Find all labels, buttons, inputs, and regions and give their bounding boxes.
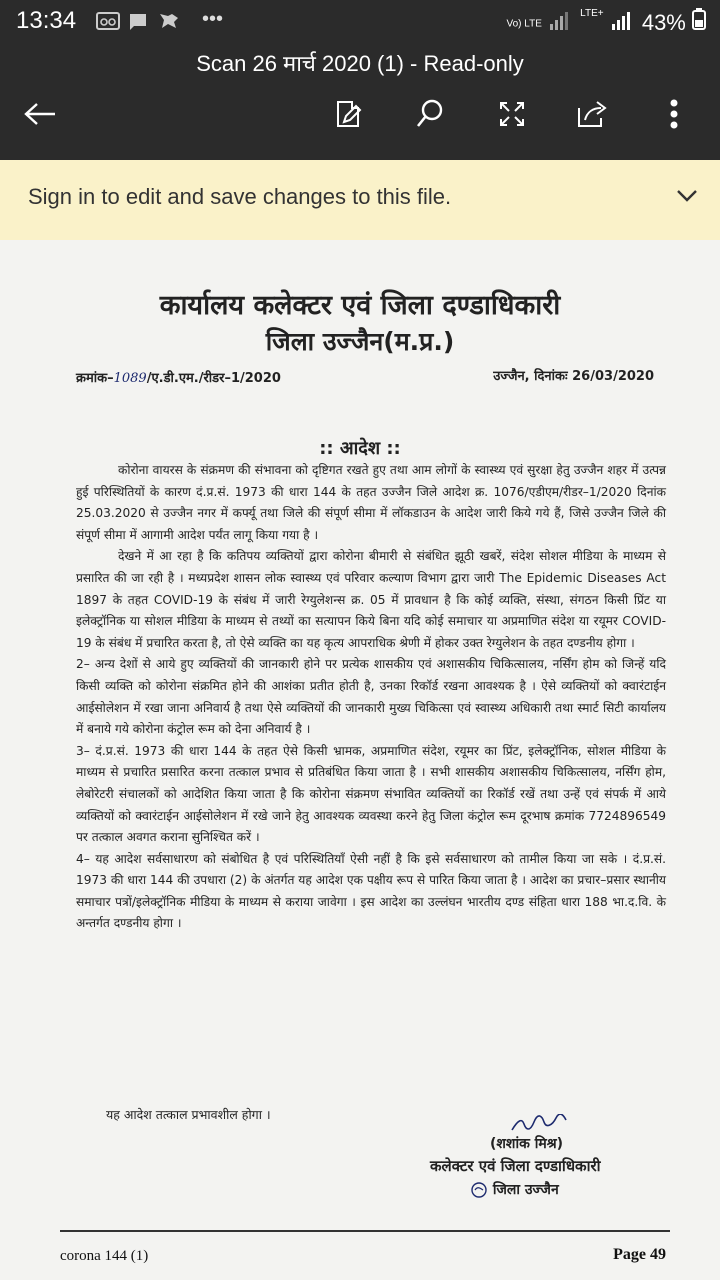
app-toolbar	[0, 44, 720, 160]
signatory-place	[470, 1180, 559, 1199]
signal-icon	[548, 10, 574, 30]
fullscreen-button[interactable]	[492, 94, 532, 134]
ref-label: क्रमांक–	[76, 371, 114, 386]
order-date: उज्जैन, दिनांकः 26/03/2020	[493, 369, 654, 384]
network-label-2: LTE+	[580, 8, 604, 19]
signature-mark	[510, 1114, 570, 1136]
app-notification-icon	[158, 12, 180, 37]
signal-icon-2	[610, 10, 636, 30]
chevron-down-icon[interactable]	[676, 188, 698, 207]
order-title: :: आदेश ::	[319, 438, 401, 459]
search-icon	[414, 98, 446, 130]
more-notifications-icon: •••	[202, 8, 224, 30]
paragraph-5: 4– यह आदेश सर्वसाधारण को संबोधित है एवं परिस्थितियाँ ऐसी नहीं है कि इसे सर्वसाधारण को तामील किया जा सके । दं.प्र.सं. 1973 की धारा 144 की उपधारा (2) के अंतर्गत यह आदेश एक पक्षीय रूप से पारित किया जाता है । आदेश का प्रचार–प्रसार स्थानीय समाचार पत्रों/इलेक्ट्रॉनिक मीडिया के माध्यम से कराया जावेगा । इस आदेश का उल्लंघन भारतीय दण्ड संहिता धारा 188 भा.द.वि. के अन्तर्गत दण्डनीय होगा ।	[76, 851, 666, 931]
page-divider	[60, 1230, 670, 1232]
office-header: कार्यालय कलेक्टर एवं जिला दण्डाधिकारी	[159, 290, 561, 321]
voicemail-icon	[96, 12, 120, 35]
edit-document-icon	[332, 98, 364, 130]
reference-number	[76, 368, 281, 386]
more-options-button[interactable]	[654, 94, 694, 134]
battery-percent: 43%	[641, 10, 686, 35]
share-icon	[575, 98, 609, 130]
signatory-name: (शशांक मिश्र)	[490, 1136, 563, 1152]
effective-notice: यह आदेश तत्काल प्रभावशील होगा ।	[106, 1107, 271, 1122]
share-button[interactable]	[572, 94, 612, 134]
back-button[interactable]	[20, 94, 60, 134]
back-arrow-icon	[23, 102, 57, 126]
signatory-designation: कलेक्टर एवं जिला दण्डाधिकारी	[430, 1157, 601, 1175]
district-header: जिला उज्जैन(म.प्र.)	[265, 327, 455, 356]
sign-in-banner[interactable]	[0, 160, 720, 240]
network-label: Vo) LTE	[506, 18, 542, 30]
page-number: Page 49	[613, 1246, 666, 1263]
expand-icon	[497, 99, 527, 129]
ref-rest: /ए.डी.एम./रीडर–1/2020	[146, 371, 281, 386]
paragraph-3: 2– अन्य देशों से आये हुए व्यक्तियों की जानकारी होने पर प्रत्येक शासकीय एवं अशासकीय चिकित्सालय, नर्सिंग होम को जिन्हें यदि किसी व्यक्ति को कोरोना संक्रमित होने की आशंका प्रतीत होती है, उनका रिकॉर्ड रखना आवश्यक है । ऐसे व्यक्तियों को क्वारंटाईन आईसोलेशन में रखा जाना अनिवार्य है तथा ऐसे व्यक्तियों की जानकारी मुख्य चिकित्सा एवं स्वास्थ्य अधिकारी तथा स्मार्ट सिटी कार्यालय में बनाये गये कोरोना कंट्रोल रूम को देना अनिवार्य है ।	[76, 657, 666, 737]
file-name-footer: corona 144 (1)	[60, 1248, 149, 1264]
paragraph-4: 3– दं.प्र.सं. 1973 की धारा 144 के तहत ऐसे किसी भ्रामक, अप्रमाणित संदेश, रयूमर का प्रिंट, इलेक्ट्रॉनिक, सोशल मीडिया के माध्यम से प्रचारित प्रसारित करना तत्काल प्रभाव से प्रतिबंधित किया जाता है । सभी शासकीय अशासकीय चिकित्सालय, नर्सिंग होम, लेबोरेटरी संचालकों को आदेशित किया जाता है कि कोरोना संक्रमण संभावित व्यक्तियों का रिकॉर्ड रखें तथा उन्हें एवं संपर्क में आये व्यक्तियों को क्वारंटाईन आईसोलेशन में रखे जाने हेतु आवश्यक व्यवस्था करने हेतु जिला कंट्रोल रूम दूरभाष क्रमांक 7724896549 पर तत्काल अवगत कराना सुनिश्चित करें ।	[76, 743, 666, 845]
status-time: 13:34	[16, 7, 77, 34]
edit-button[interactable]	[328, 94, 368, 134]
scanned-page	[40, 260, 680, 1200]
search-button[interactable]	[410, 94, 450, 134]
signatory-place-text: जिला उज्जैन	[492, 1182, 559, 1198]
paragraph-2: देखने में आ रहा है कि कतिपय व्यक्तियों द्वारा कोरोना बीमारी से संबंधित झूठी खबरें, संदेश सोशल मीडिया के माध्यम से प्रसारित की जा रही है । मध्यप्रदेश शासन लोक स्वास्थ्य एवं परिवार कल्याण विभाग द्वारा जारी The Epidemic Diseases Act 1897 के तहत COVID-19 के संबंध में जारी रेग्युलेशन्स क्र. 05 में प्रावधान है कि कोई व्यक्ति, संस्था, संगठन किसी प्रिंट या इलेक्ट्रॉनिक या सोशल मीडिया के माध्यम से तथ्यों का सत्यापन किये बिना यदि कोई समाचार या अप्रमाणित संदेश या रयूमर COVID-19 के संबंध में प्रचारित करता है, तो ऐसे व्यक्ति का यह कृत्य आपराधिक श्रेणी में होकर उक्त रेग्युलेशन के तहत दण्डनीय होगा ।	[76, 549, 666, 650]
paragraph-1: कोरोना वायरस के संक्रमण की संभावना को दृष्टिगत रखते हुए तथा आम लोगों के स्वास्थ्य एवं सुरक्षा हेतु उज्जैन शहर में उत्पन्न हुई परिस्थितियों के कारण दं.प्र.सं. 1973 की धारा 144 के तहत उज्जैन जिले आदेश क्र. 1076/एडीएम/रीडर–1/2020 दिनांक 25.03.2020 से उज्जैन नगर में कर्फ्यू तथा जिले की संपूर्ण सीमा में लॉकडाउन के आदेश जारी किये गये हैं, जिसे उज्जैन जिले की संपूर्ण सीमा में आगामी आदेश पर्यंत लागू किया गया है ।	[76, 463, 666, 542]
battery-icon	[692, 8, 706, 30]
seal-icon	[470, 1181, 488, 1199]
document-title: Scan 26 मार्च 2020 (1) - Read-only	[196, 51, 524, 76]
sign-in-message: Sign in to edit and save changes to this file.	[28, 184, 452, 209]
status-right	[507, 8, 707, 36]
message-icon	[128, 12, 148, 37]
more-vertical-icon	[669, 98, 679, 130]
ref-handwritten-number: 1089	[113, 371, 147, 386]
document-viewer[interactable]	[0, 240, 720, 1280]
order-body	[76, 460, 666, 935]
status-bar	[0, 0, 720, 44]
